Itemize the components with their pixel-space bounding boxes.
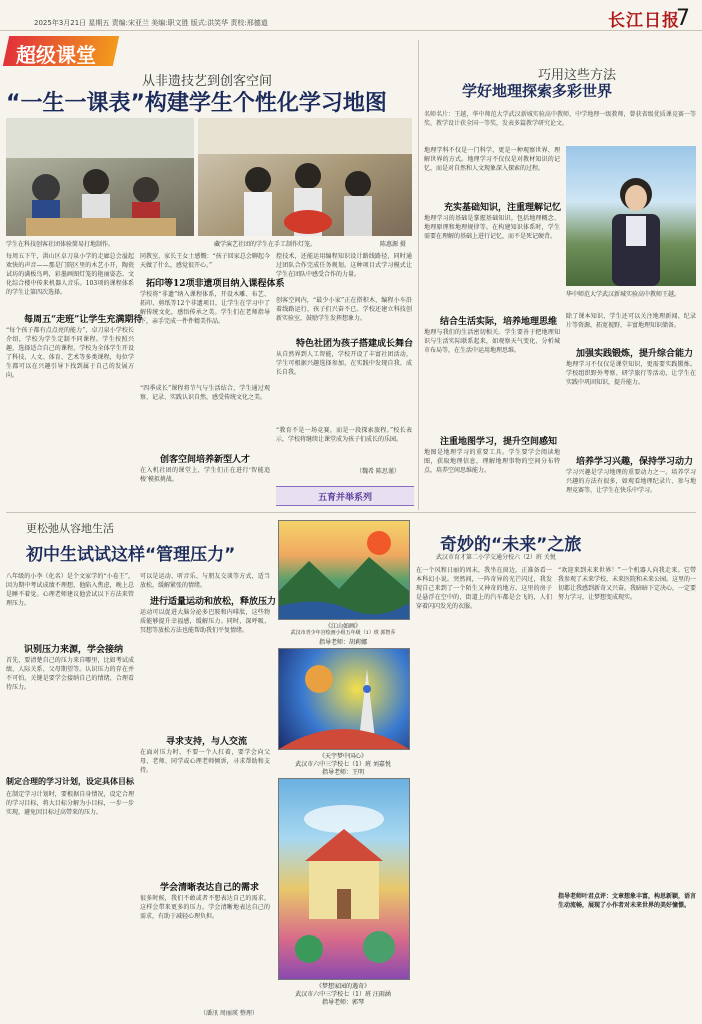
drawing-2-title: 《天宇梦中国心》 xyxy=(318,753,367,760)
article3-col1b: 首先，要清楚自己的压力来自哪里，比如考试成绩、人际关系、父母期望等。认识压力的存在并不可怕，关键是要学会接纳自己的情绪，合理看待压力。 xyxy=(6,657,134,691)
article2-kicker: 巧用这些方法 xyxy=(538,68,617,83)
article2-sub1: 充实基础知识，注重理解记忆 xyxy=(444,203,562,213)
article1-photographer: 陈惠源 摄 xyxy=(380,241,406,248)
article1-sub1: 每周五“走班”让学生充满期待 xyxy=(24,315,143,325)
dream-home-drawing xyxy=(279,779,409,979)
article1-caption-left: 学生在科技创客社团体验简易打地制作。 xyxy=(6,241,115,248)
lantern-photo xyxy=(198,118,412,236)
article3-col2b: 运动可以促进大脑分泌多巴胺和内啡肽，这些物质能够提升幸福感，缓解压力。同时，深呼吸、冥想等放松方法也能帮助我们平复情绪。 xyxy=(140,609,270,634)
article3-headline: 初中生试试这样“管理压力” xyxy=(26,545,236,565)
article3-kicker: 更松弛从容地生活 xyxy=(26,522,114,535)
article2-headline: 学好地理探索多彩世界 xyxy=(462,82,613,100)
drawing-1-teacher: 指导老师：胡莉娜 xyxy=(318,639,367,646)
column-divider xyxy=(418,40,419,510)
drawing-1-info: 武汉市青少年宫绘画小组五年级（1）班 郭智乔 xyxy=(290,630,396,636)
article3-byline: （潘汛 周丽瑛 整理） xyxy=(200,1010,258,1017)
drawing-2-info: 武汉市六中三学校七（1）班 刘嘉悦 xyxy=(295,761,391,768)
article2-teacher-photo xyxy=(566,146,696,286)
article2-teacher-intro: 名师名片：王越，华中师范大学武汉新城实验高中教师，中学地理一级教师，曾获省级优质课竞赛一等奖，教学设计获全国一等奖，发表多篇教学研究论文。 xyxy=(424,111,696,127)
article1-sub2: 拓印等12项非遗项目纳入课程体系 xyxy=(146,279,285,289)
drawing-3-title: 《梦想家园的遇奇》 xyxy=(315,983,370,990)
masthead: 长江日报 xyxy=(608,11,680,31)
article2-col1: 地理学科不仅是一门科学，更是一种观察世界、理解世界的方式。地理学习不仅仅是对教材知识的记忆，而是对自然和人文现象深入探索的过程。 xyxy=(424,147,560,172)
teacher-portrait xyxy=(566,146,696,286)
article2-sub-right1: 加强实践锻炼，提升综合能力 xyxy=(576,349,694,359)
drawing-3-info: 武汉市六中三学校七（1）班 汪雨涵 xyxy=(295,991,391,998)
drawing-2-teacher: 指导老师：王明 xyxy=(321,769,364,776)
article1-kicker: 从非遗技艺到创客空间 xyxy=(142,74,273,89)
article4-teacher-comment: 指导老师叶君点评：文章想象丰富，构思新颖，语言生动流畅，展现了小作者对未来世界的美好憧憬。 xyxy=(558,893,696,909)
classroom-photo xyxy=(6,118,194,236)
article3-sub1: 识别压力来源，学会接纳 xyxy=(24,645,124,655)
article3-col2: 可以是运动、听音乐、与朋友交谈等方式，适当放松，缓解紧张的情绪。 xyxy=(140,573,270,589)
drawing-2 xyxy=(278,648,410,750)
date-line: 2025年3月21日 星期五 责编:宋亚兰 美编:职文胜 版式:洪笑华 责校:邢德道 xyxy=(34,19,268,27)
article4-col2: “欢迎来到未来世界！”一个机器人向我走来。它带我参观了未来学校、未来医院和未来公园。这里的一切都让我感到新奇又兴奋。我暗暗下定决心，一定要努力学习，让梦想变成现实。 xyxy=(558,567,696,601)
article3-sub3: 进行适量运动和放松，释放压力 xyxy=(150,597,277,607)
article3-sub4: 寻求支持，与人交流 xyxy=(166,737,248,747)
article3-col1: 八年级的小李（化名）是个文家学的“小卷王”，因为期中考试成绩不理想，他陷入焦虑，晚上总是睡不着觉。心理老师建议他尝试以下方法来管理压力。 xyxy=(6,573,134,607)
article4-school: 武汉市育才第二小学交通分校六（2）班 关悦 xyxy=(436,554,556,561)
article4-col1: 在一个风和日丽的周末，我坐在窗边，正准备看一本科幻小说。突然间，一阵奇异的光芒闪过，我发现自己来到了一个陌生又神奇的地方。这里的房子是悬浮在空中的，街道上的汽车都是会飞的，人们穿着闪闪发光的衣服。 xyxy=(416,567,552,610)
section-title: 超级课堂 xyxy=(16,43,96,67)
landscape-drawing xyxy=(279,521,409,619)
article2-sub3: 注重地图学习，提升空间感知 xyxy=(440,437,558,447)
article4-headline: 奇妙的“未来”之旅 xyxy=(440,535,582,555)
article2-col2b: 地图是地理学习的重要工具。学生要学会阅读地图，获取地理信息，理解地理事物的空间分布特点，培养空间思维能力。 xyxy=(424,449,560,474)
article1-col2c: “四季成长”课程将节气与生活结合，学生通过观察、记录、实践认识自然，感受传统文化之美。 xyxy=(140,385,270,401)
article1-byline: （魏希 陈思谨） xyxy=(356,468,400,475)
gallery-banner xyxy=(276,486,414,506)
article1-sub3: 创客空间培养新型人才 xyxy=(160,455,251,465)
article2-col2: 除了课本知识，学生还可以关注地理新闻、纪录片等资源，拓宽视野，丰富地理知识储备。 xyxy=(566,313,696,329)
article2-col1b: 地理学习的基础是掌握基础知识。包括地理概念、地理原理和地理规律等。在构建知识体系时，学生需要在理解的基础上进行记忆，而不是死记硬背。 xyxy=(424,215,560,240)
page-number: 7 xyxy=(676,6,690,31)
article1-col2d: 在入机社团的课堂上，学生们正在进行‘智能追梭’模拟挑战。 xyxy=(140,467,270,483)
article1-col3: 控技术，还能运用编程知识设计路线路径，同时通过团队合作完成任务规划。这种项目式学习模式让学生在团队中感受合作的力量。 xyxy=(276,253,412,278)
article1-col1: 每周五下午，洪山区卓刀泉小学的走廊总会溢起欢快的声音——那是门院区里的木艺小开，陶瓷试坊的满板鸟鸣，彩墨画图灯笼的艳丽姿态。文化综合楼中传来机器人音乐。103项的课程体系的学生让第四次选择。 xyxy=(6,253,134,296)
section-divider xyxy=(6,512,696,513)
space-drawing xyxy=(279,649,409,749)
article2-sub-right2: 培养学习兴趣，保持学习动力 xyxy=(576,457,694,467)
article1-headline: “一生一课表”构建学生个性化学习地图 xyxy=(6,91,387,116)
article1-sub4: 特色社团为孩子搭建成长舞台 xyxy=(296,339,414,349)
article1-col3c: 从自然界到人工智能，学校开设了丰富社团活动，学生可根据兴趣选择参加，在实践中发现自我、成长自我。 xyxy=(276,351,412,376)
article1-caption-right: 藏学演艺社团的学生在手工制作灯笼。 xyxy=(214,241,317,248)
drawing-1 xyxy=(278,520,410,620)
drawing-3 xyxy=(278,778,410,980)
article1-col3d: “教育不是一场竞赛，而是一段探索旅程。”校长表示，学校将继续让课堂成为孩子们成长的乐园。 xyxy=(276,427,412,443)
article2-sub2: 结合生活实际，培养地理思维 xyxy=(440,317,558,327)
article3-sub2: 制定合理的学习计划，设定具体目标 xyxy=(6,776,134,786)
drawing-1-title: 《江山如画》 xyxy=(324,623,361,630)
article1-col3b: 创客空间内，“最少小家”正在搭积木，编程小车沿着线路运行，孩子们兴奋不已。学校还建立科技创新实验室，鼓励学生发挥想象力。 xyxy=(276,297,412,322)
article1-photo-left xyxy=(6,118,194,236)
article1-photo-right xyxy=(198,118,412,236)
article3-col2d: 很多时候，我们不敢或者不想表达自己的需求，这样会带来更多的压力。学会清晰地表达自己的需求，有助于减轻心理负担。 xyxy=(140,895,270,920)
article1-col2: 同教室，家长王女士感慨：“孩子回家总会聊起今天做了什么，感觉很开心。” xyxy=(140,253,270,269)
article3-col2c: 在面对压力时，不要一个人扛着，要学会向父母、老师、同学或心理老师倾诉，寻求帮助和支持。 xyxy=(140,749,270,774)
article3-col1c: 在制定学习计划时，要根据自身情况，设定合理的学习目标，将大目标分解为小目标，一步一步实现，避免因目标过高带来的压力。 xyxy=(6,791,134,816)
article1-col1b: “每个孩子都有点点亮的能力”，卓刀泉小学校长介绍，学校为学生定制不同课程。学生按照兴趣，选择适合自己的课程，学校为全体学生开设了科技、人文、体育、艺术等多类课程，每位学生都可以在兴趣引导下找到属于自己的发展方向。 xyxy=(6,327,134,379)
article1-col2b: 学校将“非遗”纳入课程体系，开设木雕、布艺、拓印、剪纸等12个非遗项目，让学生在学习中了解传统文化，感悟传承之美。学生们在老师指导下，亲手完成一件件精美作品。 xyxy=(140,291,270,325)
section-logo xyxy=(6,36,116,66)
gallery-title: 五育并举系列 xyxy=(318,493,373,503)
drawing-3-teacher: 指导老师：郭琴 xyxy=(321,999,364,1006)
article2-col1c: 地理与我们的生活密切相关。学生要善于把地理知识与生活实际联系起来，如观察天气变化、分析城市布局等，在生活中运用地理思维。 xyxy=(424,329,560,354)
article2-photo-caption: 华中师范大学武汉新城实验高中教师王越。 xyxy=(566,291,681,298)
article3-sub5: 学会清晰表达自己的需求 xyxy=(160,883,260,893)
article2-col3b: 学习兴趣是学习地理的重要动力之一。培养学习兴趣的方法有很多，如观看地理纪录片、参与地理竞赛等，让学生在快乐中学习。 xyxy=(566,469,696,494)
article2-col3: 地理学习不仅仅是课堂知识，更需要实践锻炼。学校组织野外考察、研学旅行等活动，让学生在实践中巩固知识，提升能力。 xyxy=(566,361,696,386)
